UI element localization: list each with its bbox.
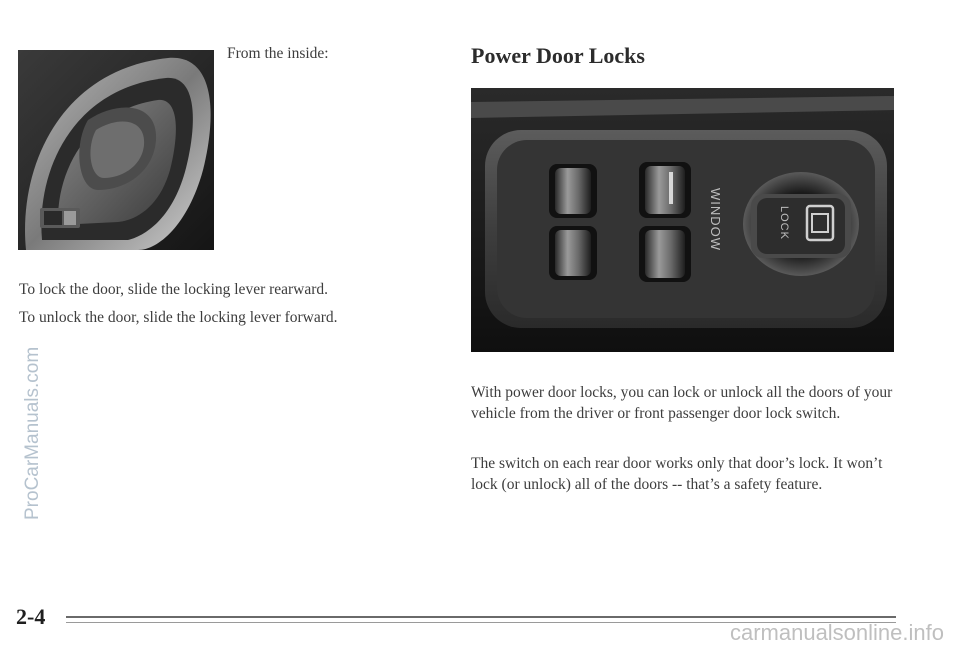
lock-instruction: To lock the door, slide the locking lever rearward. xyxy=(19,281,329,298)
window-lock-button xyxy=(743,172,859,276)
window-switch-rear-left xyxy=(549,226,597,280)
power-lock-switch-photo xyxy=(471,88,894,352)
window-switch-front-left xyxy=(549,164,597,218)
switch-panel-illustration xyxy=(471,88,894,352)
window-label: WINDOW xyxy=(708,188,723,252)
interior-door-handle-photo xyxy=(18,50,214,250)
lock-label: LOCK xyxy=(778,206,790,240)
door-handle-illustration xyxy=(18,50,214,250)
rear-door-switch-paragraph: The switch on each rear door works only that door’s lock. It won’t lock (or unlock) all of the doors -- that’s a safety feature. xyxy=(471,455,883,493)
inside-caption: From the inside: xyxy=(227,45,329,62)
power-locks-paragraph: With power door locks, you can lock or unlock all the doors of your vehicle from the driver or front passenger door lock switch. xyxy=(471,384,893,422)
page-number: 2-4 xyxy=(16,604,46,629)
vertical-watermark: ProCarManuals.com xyxy=(22,346,43,520)
bottom-watermark: carmanualsonline.info xyxy=(729,620,944,645)
footer-rule xyxy=(66,616,896,618)
unlock-instruction: To unlock the door, slide the locking lever forward. xyxy=(19,309,338,326)
section-title: Power Door Locks xyxy=(471,43,645,68)
window-switch-front-right xyxy=(639,162,691,218)
window-switch-rear-right xyxy=(639,226,691,282)
